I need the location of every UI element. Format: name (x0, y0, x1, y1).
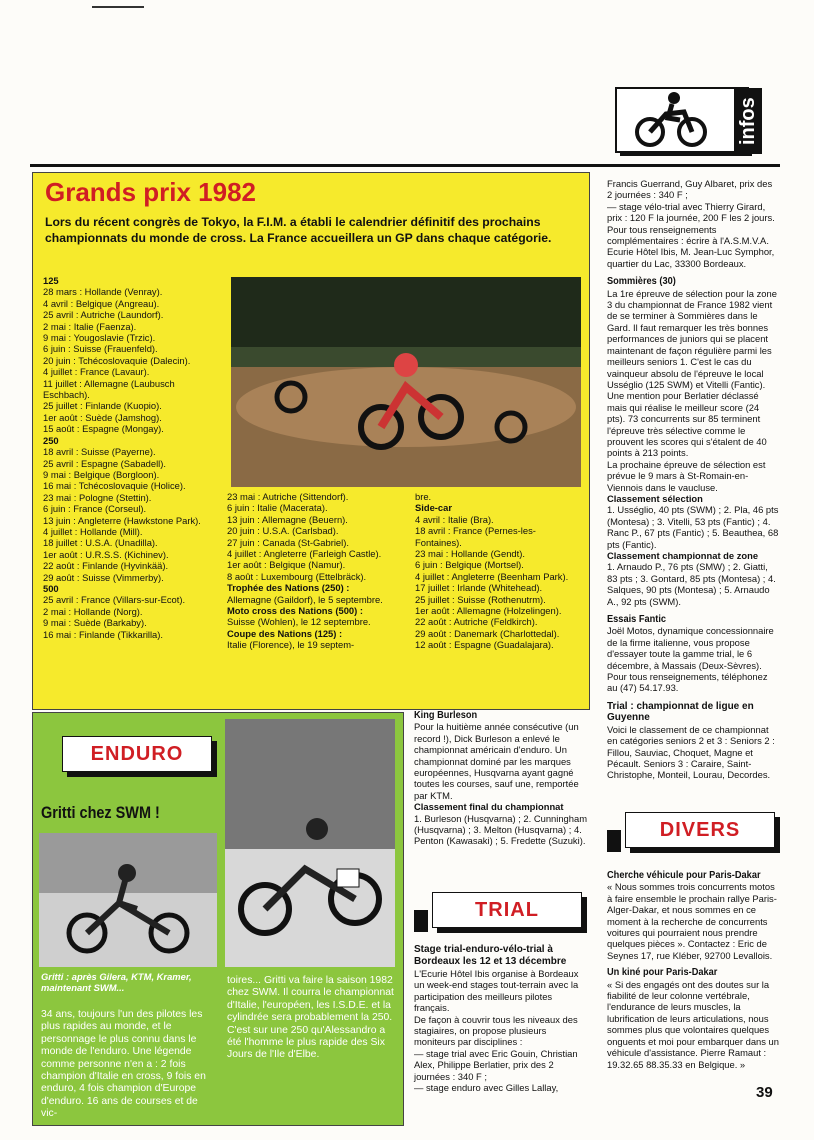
right-top-1: — stage vélo-trial avec Thierry Girard, prix : 120 F la journée, 200 F les 2 jours. (607, 200, 775, 224)
gp-calendar-entry: Suisse (Wohlen), le 12 septembre. (227, 616, 371, 628)
gp-calendar-entry: 6 juin : Suisse (Frauenfeld). (43, 343, 158, 355)
right-top-2: Pour tous renseignements complémentaires : écrire à l'A.S.M.V.A. Ecurie Hôtel Ibis, M. Jean-Luc Symphor, quartier du Lac, 33300 Bordeaux. (607, 223, 775, 269)
essais-body: Joël Motos, dynamique concessionnaire de la firme italienne, vous propose d'essayer toute la gamme trial, le 6 décembre, à Massais (Deux-Sèvres). Pour tous renseignements, téléphonez au (47) 54.17.93. (607, 625, 774, 694)
gp-category-heading: Moto cross des Nations (500) : (227, 605, 363, 617)
guyenne-body: Voici le classement de ce championnat en catégories seniors 2 et 3 : Seniors 2 : Fillou, Sauviac, Choquet, Magne et Pécault. Seniors 3 : Caraire, Saint-Christophe, Monteil, Lourau, Decordes. (607, 723, 775, 781)
gp-calendar-entry: Italie (Florence), le 19 septem- (227, 639, 355, 651)
gp-calendar-entry: 25 avril : Autriche (Laundorf). (43, 309, 164, 321)
infos-logo-text: infos (734, 88, 762, 154)
gp-calendar-entry: 4 avril : Italie (Bra). (415, 513, 494, 525)
gp-calendar-entry: 29 août : Suisse (Vimmerby). (43, 571, 164, 583)
gp-calendar-entry: 2 mai : Hollande (Norg). (43, 605, 143, 617)
gp-calendar-entry: 20 juin : Tchécoslovaquie (Dalecin). (43, 354, 191, 366)
gp-calendar-entry: 4 juillet : Angleterre (Beenham Park). (415, 570, 569, 582)
enduro-col2: toires... Gritti va faire la saison 1982 chez SWM. Il courra le championnat d'Italie, l'européen, les I.S.D.E. et la cylindrée sera probablement la 250. C'est sur une 250 qu'Alessandro a été l'homme le plus rapide des Six Jours de l'Ile d'Elbe. (227, 975, 394, 1061)
gp-calendar-entry: 4 juillet : Hollande (Mill). (43, 525, 143, 537)
gp-col2 (227, 491, 387, 651)
king-title: King Burleson (414, 709, 478, 721)
gp-calendar-entry: 6 juin : Italie (Macerata). (227, 502, 328, 514)
dakar-title: Cherche véhicule pour Paris-Dakar (607, 869, 761, 881)
right-column (607, 178, 779, 781)
gp-photo (231, 277, 581, 487)
king-subtitle: Classement final du championnat (414, 801, 564, 813)
gp-calendar-entry: 1er août : Allemagne (Holzelingen). (415, 605, 562, 617)
header-mark (92, 6, 144, 8)
gp-calendar-entry: 15 août : Espagne (Mongay). (43, 423, 164, 435)
class-zone-title: Classement championnat de zone (607, 550, 759, 561)
gp-calendar-entry: 4 juillet : Angleterre (Farleigh Castle). (227, 548, 382, 560)
gp-calendar-entry: 23 mai : Pologne (Stettin). (43, 491, 152, 503)
essais-title: Essais Fantic (607, 613, 667, 626)
gp-calendar-entry: 22 août : Finlande (Hyvinkää). (43, 560, 169, 572)
king-result: 1. Burleson (Husqvarna) ; 2. Cunningham (Husqvarna) ; 3. Melton (Husqvarna) ; 4. Penton (Kawasaki) ; 5. Fredette (Suzuki). (414, 812, 588, 847)
gp-category-heading: Coupe des Nations (125) : (227, 627, 343, 639)
gp-calendar-entry: 1er août : Belgique (Namur). (227, 559, 346, 571)
sommieres-title: Sommières (30) (607, 275, 676, 288)
gp-calendar-entry: 9 mai : Yougoslavie (Trzic). (43, 332, 156, 344)
gp-calendar-entry: Allemagne (Gaildorf), le 5 septembre. (227, 593, 383, 605)
gp-calendar-entry: 1er août : U.R.S.S. (Kichinev). (43, 548, 169, 560)
gp-calendar-entry: 28 mars : Hollande (Venray). (43, 286, 163, 298)
gp-calendar-entry: 23 mai : Hollande (Gendt). (415, 548, 525, 560)
gp-category-heading: 250 (43, 434, 59, 446)
gp-calendar-entry: 16 mai : Finlande (Tikkarilla). (43, 628, 164, 640)
gp-calendar-entry: 4 juillet : France (Lavaur). (43, 366, 150, 378)
gp-calendar-entry: 22 août : Autriche (Feldkirch). (415, 616, 538, 628)
enduro-title: Gritti chez SWM ! (41, 803, 160, 822)
gp-calendar-entry: 9 mai : Suède (Barkaby). (43, 617, 147, 629)
gp-calendar-entry: 9 mai : Belgique (Borgloon). (43, 468, 160, 480)
gp-calendar-entry: 12 août : Espagne (Guadalajara). (415, 639, 554, 651)
grand-prix-box (32, 172, 590, 710)
gp-calendar-entry: bre. (415, 491, 432, 502)
trial-body-3: — stage enduro avec Gilles Lallay, (414, 1082, 559, 1094)
gp-calendar-entry: 6 juin : France (Corseul). (43, 503, 147, 515)
gp-calendar-entry: 25 juillet : Finlande (Kuopio). (43, 400, 162, 412)
gp-calendar-entry: 27 juin : Canada (St-Gabriel). (227, 536, 349, 548)
gp-title: Grands prix 1982 (45, 177, 256, 207)
page-number: 39 (756, 1084, 773, 1101)
sommieres-body-0: La 1re épreuve de sélection pour la zone 3 du championnat de France 1982 vient de se terminer à Sommières dans le Gard. Il faut remarquer les très bonnes performances de juniors qui se placent maintenant de façon régulière parmi les meilleurs seniors 1. C'est le cas du vainqueur absolu de l'épreuve le local Usséglio (125 SWM) et Vitelli (Fantic). Une mention pour Berlatier déclassé mais qui réalise le meilleur score (24 pts). 73 concurrents sur 85 terminent l'épreuve très sélective comme le prouvent les scores qui s'étalent de 40 points à 213 points. (607, 287, 777, 459)
enduro-badge: ENDURO (62, 736, 212, 772)
trial-badge-bar (414, 910, 428, 932)
gp-col3 (415, 491, 581, 651)
gp-col1 (43, 275, 223, 640)
guyenne-title: Trial : championnat de ligue en Guyenne (607, 700, 754, 724)
kine-title: Un kiné pour Paris-Dakar (607, 966, 718, 979)
gp-calendar-entry: 18 avril : France (Pernes-les-Fontaines). (415, 525, 536, 548)
dakar-body: « Nous sommes trois concurrents motos à faire ensemble le prochain rallye Paris-Alger-Dakar, et nous sommes en ce moment à la recherche de concurrents voitures qui pourraient nous prendre quelques pièces ». Contactez : Eric de Seynes 17, rue Kléber, 92700 Levallois. (607, 881, 777, 961)
divers-articles (607, 870, 779, 1070)
right-top-0: Francis Guerrand, Guy Albaret, prix des 2 journées : 340 F ; (607, 178, 773, 201)
gp-calendar-entry: 6 juin : Belgique (Mortsel). (415, 559, 524, 571)
gp-calendar-entry: 18 juillet : U.S.A. (Unadilla). (43, 537, 158, 549)
kine-body: « Si des engagés ont des doutes sur la fiabilité de leur colonne vertébrale, l'endurance de leurs muscles, la lubrification de leurs articulations, nous sommes plus que volontaires quelques onguents et moi pour embarquer dans un véhicule d'assistance. Pierre Ramaut : 19.32.65 88.35.33 en Belgique. » (607, 978, 779, 1070)
enduro-col1: 34 ans, toujours l'un des pilotes les plus rapides au monde, et le personnage le plus connu dans le monde de l'enduro. Une légende comme personne n'en a : 2 fois champion d'Italie en cross, 9 fois en enduro, 4 fois champion d'Europe d'enduro. 16 ans de courses et de vic- (41, 1009, 206, 1120)
sommieres-body-1: La prochaine épreuve de sélection est prévue le 9 mars à St-Romain-en-Viennois dans le vaucluse. (607, 458, 766, 493)
gp-calendar-entry: 20 juin : U.S.A. (Carlsbad). (227, 525, 339, 537)
gp-calendar-entry: 16 mai : Tchécoslovaquie (Holice). (43, 480, 186, 492)
gp-calendar-entry: 25 juillet : Suisse (Rothenutrm). (415, 593, 546, 605)
enduro-box (32, 712, 404, 1126)
gp-calendar-entry: 23 mai : Autriche (Sittendorf). (227, 491, 349, 502)
enduro-photo-1 (39, 833, 217, 967)
gp-calendar-entry: 1er août : Suède (Jamshog). (43, 411, 162, 423)
trial-badge: TRIAL (432, 892, 582, 928)
gp-calendar-entry: 8 août : Luxembourg (Ettelbräck). (227, 570, 367, 582)
trial-article (414, 944, 590, 1093)
gp-category-heading: 500 (43, 582, 59, 594)
gp-calendar-entry: 18 avril : Suisse (Payerne). (43, 446, 156, 458)
infos-logo (614, 80, 774, 160)
gp-calendar-entry: 4 avril : Belgique (Angreau). (43, 297, 160, 309)
gp-calendar-entry: 29 août : Danemark (Charlottedal). (415, 627, 560, 639)
king-burleson-article (414, 710, 590, 847)
gp-category-heading: Side-car (415, 502, 452, 514)
gp-calendar-entry: 25 avril : France (Villars-sur-Ecot). (43, 594, 186, 606)
class-sel: 1. Usséglio, 40 pts (SWM) ; 2. Pla, 46 pts (Montesa) ; 3. Vitelli, 53 pts (Fantic) ; 4. Ranc P., 67 pts (Fantic) ; 5. Beauthea, 68 pts (Fantic). (607, 504, 779, 550)
gp-calendar-entry: 13 juin : Angleterre (Hawkstone Park). (43, 514, 201, 526)
enduro-photo-2 (225, 719, 395, 967)
gp-calendar-entry: 17 juillet : Irlande (Whitehead). (415, 582, 543, 594)
enduro-caption: Gritti : après Gilera, KTM, Kramer, maintenant SWM... (41, 971, 192, 993)
king-body: Pour la huitième année consécutive (un record !), Dick Burleson a enlevé le championnat américain d'enduro. Un championnat dominé par les marques européennes, Husqvarna ayant gagné toutes les courses, sauf une, remportée par KTM. (414, 721, 579, 801)
divers-badge-bar (607, 830, 621, 852)
trial-body-2: — stage trial avec Eric Gouin, Christian Alex, Philippe Berlatier, prix des 2 journées : 340 F ; (414, 1047, 578, 1082)
divers-badge: DIVERS (625, 812, 775, 848)
gp-calendar-entry: 2 mai : Italie (Faenza). (43, 320, 137, 332)
gp-category-heading: Trophée des Nations (250) : (227, 582, 350, 594)
class-zone: 1. Arnaudo P., 76 pts (SMW) ; 2. Giatti, 83 pts ; 3. Gontard, 85 pts (Montesa) ; 4. Salques, 90 pts (Montesa) ; 5. Arnaudo A., 92 pts (SWM). (607, 561, 776, 607)
gp-category-heading: 125 (43, 275, 59, 286)
header-rule (30, 164, 780, 167)
gp-calendar-entry: 13 juin : Allemagne (Beuern). (227, 513, 348, 525)
trial-body-1: De façon à couvrir tous les niveaux des stagiaires, on propose plusieurs moniteurs par disciplines : (414, 1013, 578, 1048)
gp-intro: Lors du récent congrès de Tokyo, la F.I.M. a établi le calendrier définitif des prochains championnats du monde de cross. La France accueillera un GP dans chaque catégorie. (45, 215, 552, 245)
class-sel-title: Classement sélection (607, 492, 703, 504)
trial-body-0: L'Ecurie Hôtel Ibis organise à Bordeaux un week-end stages tout-terrain avec la participation des meilleurs pilotes français. (414, 968, 579, 1014)
gp-calendar-entry: 11 juillet : Allemagne (Laubusch Eschbach). (43, 377, 175, 401)
gp-calendar-entry: 25 avril : Espagne (Sabadell). (43, 457, 166, 469)
trial-title: Stage trial-enduro-vélo-trial à Bordeaux les 12 et 13 décembre (414, 944, 567, 967)
